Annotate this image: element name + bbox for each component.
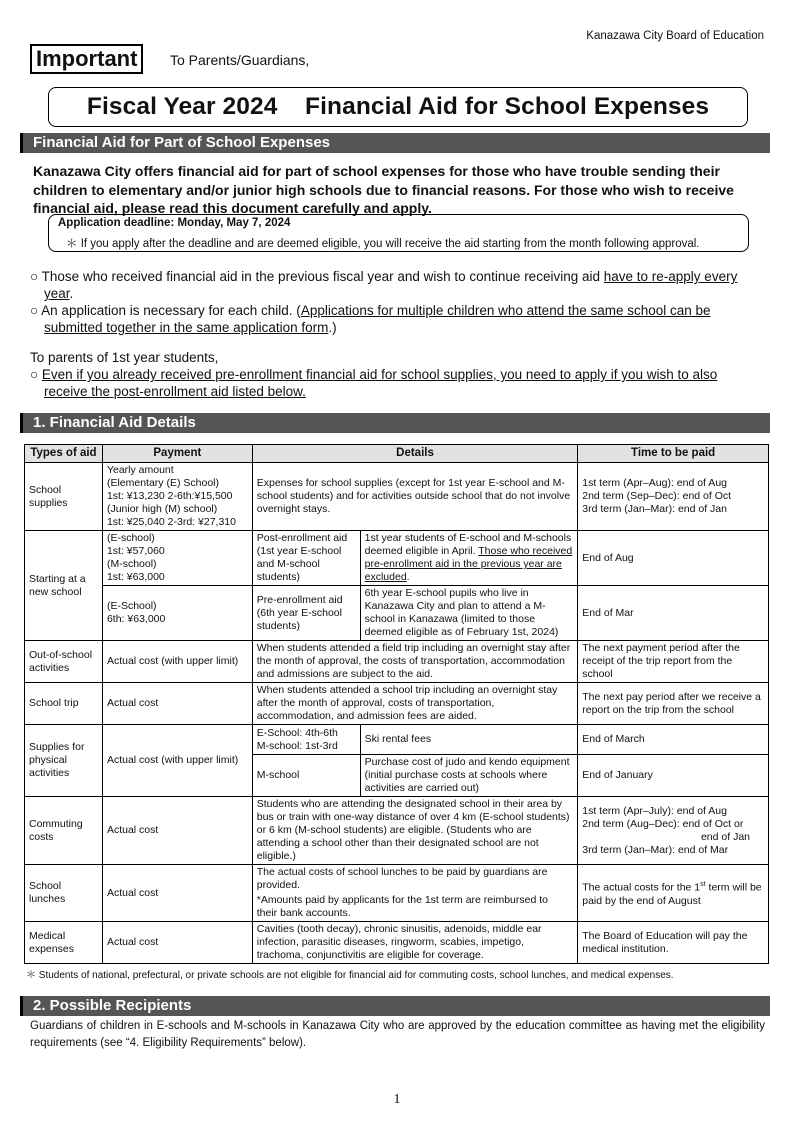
table-row: Supplies for physical activities Actual cost (with upper limit) E-School: 4th-6th M-school: 1st-3rd Ski rental fees End of March	[25, 725, 769, 755]
section-heading-recipients: 2. Possible Recipients	[20, 996, 770, 1016]
table-row: Medical expenses Actual cost Cavities (tooth decay), chronic sinusitis, adenoids, middle ear infection, parasitic diseases, ringworm, scabies, impetigo, trachoma, conjunctivitis are eligible for coverage. The Board of Education will pay the medical institution.	[25, 922, 769, 964]
intro-paragraph: Kanazawa City offers financial aid for part of school expenses for those who have trouble sending their children to elementary and/or junior high schools due to financial reasons. For those who wish to receive financial aid, please read this document carefully and apply.	[33, 163, 734, 216]
notice-per-child: ○ An application is necessary for each child. (Applications for multiple children who attend the same school can be	[30, 303, 711, 318]
aid-details-table	[24, 444, 769, 964]
first-year-heading: To parents of 1st year students,	[30, 350, 219, 365]
table-footnote: ＊ Students of national, prefectural, or private schools are not eligible for financial aid for commuting costs, school lunches, and medical expenses.	[26, 970, 674, 981]
section-heading-intro: Financial Aid for Part of School Expenses	[20, 133, 770, 153]
table-row: School supplies Yearly amount (Elementary (E) School) 1st: ¥13,230 2-6th:¥15,500 (Junior high (M) school) 1st: ¥25,040 2-3rd: ¥27,310 Expenses for school supplies (except for 1st year E-school and M-school students) and for activities outside school that do not involve overnight stays. 1st term (Apr–Aug): end of Aug 2nd term (Sep–Dec): end of Oct 3rd term (Jan–Mar): end of Jan	[25, 463, 769, 531]
circle-bullet-icon: ○	[30, 269, 42, 284]
column-header: Time to be paid	[578, 445, 769, 463]
circle-bullet-icon: ○	[30, 367, 42, 382]
table-row: (E-School) 6th: ¥63,000 Pre-enrollment aid (6th year E-school students) 6th year E-school pupils who live in Kanazawa City and plan to attend a M-school in Kanazawa (limited to those deemed eligible as of February 1st, 2024) End of Mar	[25, 586, 769, 641]
circle-bullet-icon: ○	[30, 303, 42, 318]
column-header: Details	[252, 445, 578, 463]
deadline-note: ＊ If you apply after the deadline and are deemed eligible, you will receive the aid starting from the month following approval.	[66, 238, 700, 250]
deadline-title: Application deadline: Monday, May 7, 2024	[58, 217, 291, 229]
notice-reapply: ○ Those who received financial aid in the previous fiscal year and wish to continue receiving aid have to re-apply every	[30, 269, 738, 284]
table-row: Out-of-school activities Actual cost (with upper limit) When students attended a field trip including an overnight stay after the month of approval, the costs of transportation, accommodation and admissions are subject to the aid. The next payment period after the receipt of the trip report from the school	[25, 641, 769, 683]
column-header: Payment	[102, 445, 252, 463]
page-number: 1	[393, 1092, 401, 1107]
issuer-name: Kanazawa City Board of Education	[586, 30, 764, 42]
first-year-notice: To parents of 1st year students, ○ Even if you already received pre-enrollment financial aid for school supplies, you need to apply if you wish to also receive the post-enrollment aid listed below.	[30, 349, 770, 400]
table-row: M-school Purchase cost of judo and kendo equipment (initial purchase costs at schools where activities are carried out) End of January	[25, 755, 769, 797]
notice-list: ○ Those who received financial aid in the previous fiscal year and wish to continue receiving aid have to re-apply every year. ○ An application is necessary for each child. (Applications for multiple children who attend the same school can be submitted together in the same application form.)	[30, 268, 770, 336]
table-row: School lunches Actual cost The actual costs of school lunches to be paid by guardians are provided. *Amounts paid by applicants for the 1st term are reimbursed to their bank accounts. The actual costs for the 1st term will be paid by the end of August	[25, 865, 769, 922]
section-heading-details: 1. Financial Aid Details	[20, 413, 770, 433]
recipients-paragraph: Guardians of children in E-schools and M-schools in Kanazawa City who are approved by the education committee as having met the eligibility requirements (see “4. Eligibility Requirements” below).	[30, 1020, 765, 1049]
column-header: Types of aid	[25, 445, 103, 463]
table-row: Commuting costs Actual cost Students who are attending the designated school in their area by bus or train with one-way distance of over 4 km (E-school students) or 6 km (M-school students) are eligible. (Students who are attending a school other than their designated school are not eligible.) 1st term (Apr–July): end of Aug 2nd term (Aug–Dec): end of Oct or end of Jan 3rd term (Jan–Mar): end of Mar	[25, 797, 769, 865]
important-label: Important	[30, 44, 143, 74]
salutation: To Parents/Guardians,	[170, 52, 310, 68]
table-row: Starting at a new school (E-school) 1st: ¥57,060 (M-school) 1st: ¥63,000 Post-enrollment aid (1st year E-school and M-school students) 1st year students of E-school and M-schools deemed eligible in April. Those who received pre-enrollment aid in the previous year are excluded. End of Aug	[25, 531, 769, 586]
table-header-row	[25, 445, 769, 463]
table-row: School trip Actual cost When students attended a school trip including an overnight stay after the month of approval, costs of transportation, accommodation, and admission fees are aided. The next pay period after we receive a report on the trip from the school	[25, 683, 769, 725]
page-title: Fiscal Year 2024 Financial Aid for School Expenses	[86, 93, 710, 120]
title-box	[48, 87, 748, 127]
